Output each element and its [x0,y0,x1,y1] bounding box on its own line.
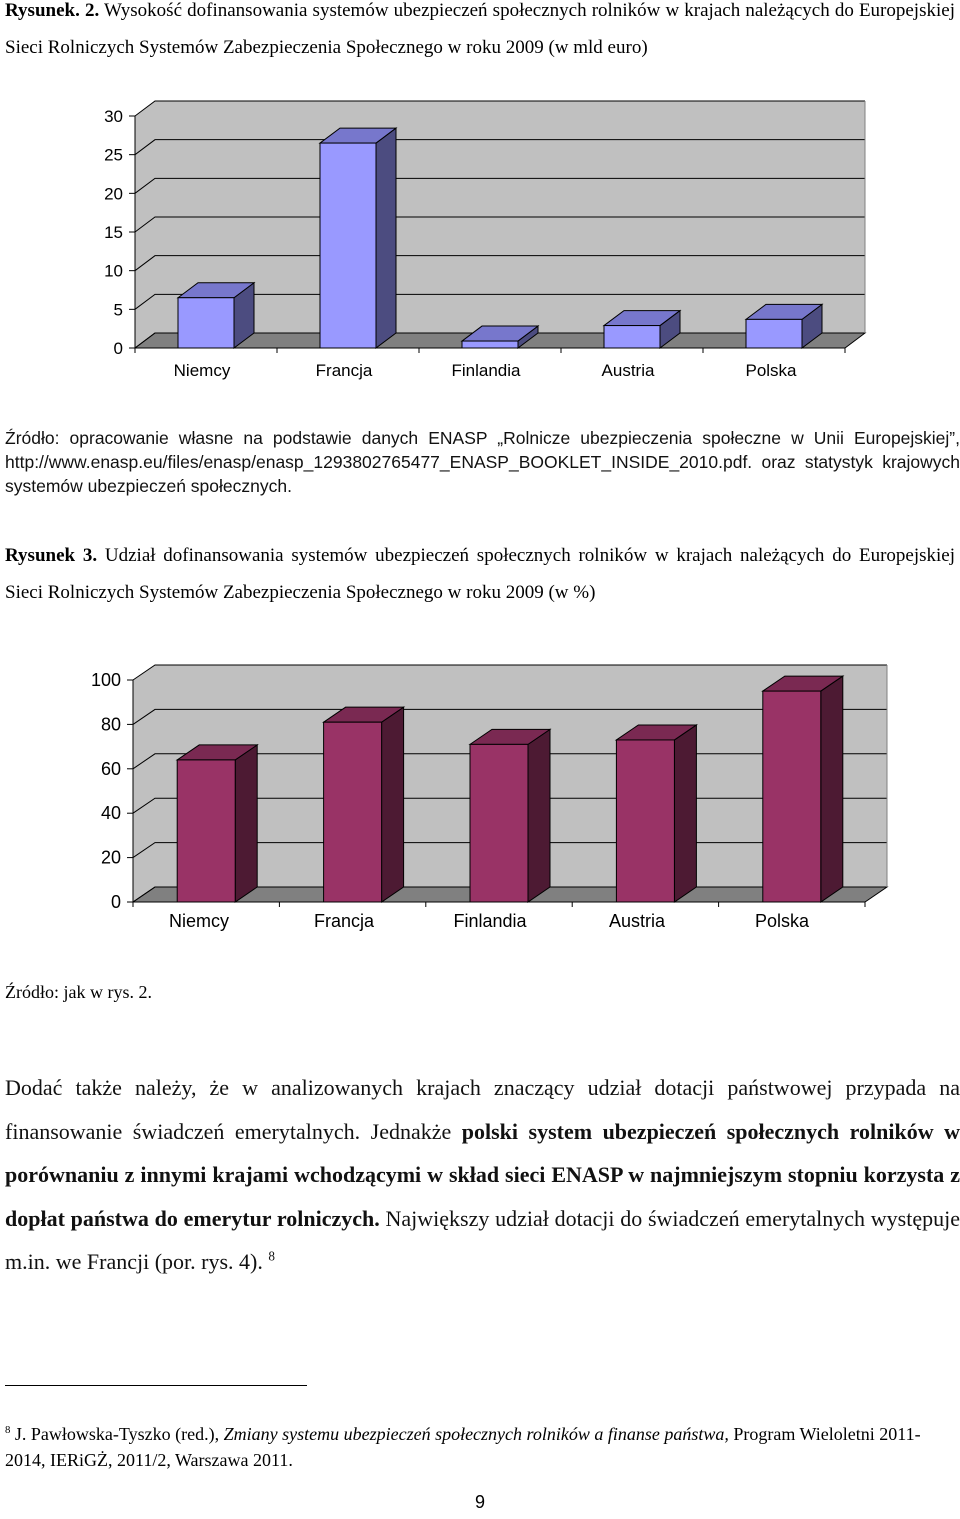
footnote-separator [5,1385,307,1386]
x-tick-label-polska: Polska [745,361,797,380]
bar-polska [763,691,821,902]
footnote-reference[interactable]: 8 [268,1248,275,1264]
x-tick-label-finlandia: Finlandia [453,911,527,931]
x-tick-label-francja: Francja [315,361,373,380]
figure-3-caption-text: Udział dofinansowania systemów ubezpieczeń społecznych rolników w krajach należących do Europejskiej Sieci Rolniczych Systemów Zabezpieczenia Społecznego w roku 2009 (w %) [5,545,955,603]
chart-y-tick-label: 15 [104,223,123,242]
bar-side-austria [674,725,696,902]
bar-side-polska [821,676,843,902]
figure-2-caption [5,0,955,66]
chart-y-tick-label: 5 [113,300,123,320]
body-paragraph [5,1066,960,1284]
footnote-title: Zmiany systemu ubezpieczeń społecznych rolników a finanse państwa, [223,1424,729,1444]
bar-finlandia [462,341,518,348]
chart-y-tick-label: 0 [113,339,123,358]
bar-austria [604,326,660,348]
x-tick-label-finlandia: Finlandia [451,361,521,380]
bar-austria [616,740,674,902]
x-tick-label-austria: Austria [601,361,655,380]
chart-y-tick-label: 30 [104,107,123,126]
figure-3-caption [5,537,955,611]
figure-2-caption-text: Wysokość dofinansowania systemów ubezpieczeń społecznych rolników w krajach należących do Europejskiej Sieci Rolniczych Systemów Zabezpieczenia Społecznego w roku 2009 (w mld euro) [5,0,955,58]
bar-side-francja [376,128,396,348]
chart-y-tick-label: 25 [104,145,123,165]
figure-2-label: Rysunek. 2. [5,0,100,21]
bar-niemcy [177,760,235,902]
bar-polska [746,319,802,348]
footnote-text-after: Program Wieloletni 2011-2014, IERiGŻ, 2011/2, Warszawa 2011. [5,1424,921,1470]
bar-francja [324,722,382,902]
bar-side-finlandia [528,729,550,902]
page-number: 9 [474,1492,485,1512]
footnote-text-before: J. Pawłowska-Tyszko (red.), [10,1424,224,1444]
chart-y-tick-label: 20 [104,184,123,204]
figure-3-source: Źródło: jak w rys. 2. [5,982,152,1002]
figure-2-source: Źródło: opracowanie własne na podstawie danych ENASP „Rolnicze ubezpieczenia społeczne w Unii Europejskiej”, http://www.enasp.eu/files/enasp/enasp_1293802765477_ENASP_BOOKLET_INSIDE_2010.pdf. oraz statystyk krajowych systemów ubezpieczeń społecznych. [5,428,960,496]
figure-3-chart [0,640,960,940]
footnote-number: 8 [5,1424,11,1436]
x-tick-label-niemcy: Niemcy [173,361,231,380]
figure-3-label: Rysunek 3. [5,545,98,566]
x-tick-label-francja: Francja [313,911,375,931]
paragraph-part-1: Dodać także należy, że w analizowanych krajach znaczący udział dotacji państwowej przypada na finansowanie świadczeń emerytalnych. Jednakże [5,1075,960,1144]
chart-y-tick-label: 40 [100,803,121,824]
chart-y-tick-label: 0 [110,892,121,912]
chart-y-tick-label: 80 [100,714,121,735]
figure-2-chart [0,80,960,390]
bar-side-niemcy [235,745,257,902]
bar-francja [320,143,376,348]
paragraph-bold: polski system ubezpieczeń społecznych rolników w porównaniu z innymi krajami wchodzącymi w skład sieci ENASP w najmniejszym stopniu korzysta z dopłat państwa do emerytur rolniczych. [5,1118,960,1231]
chart-y-tick-label: 20 [100,847,121,868]
chart-y-tick-label: 100 [90,670,121,690]
bar-niemcy [178,298,234,348]
bar-finlandia [470,744,528,902]
paragraph-part-2: Największy udział dotacji do świadczeń emerytalnych występuje m.in. we Francji (por. rys. 4). [5,1205,960,1274]
bar-side-francja [382,707,404,902]
chart-y-tick-label: 60 [100,758,121,779]
x-tick-label-austria: Austria [608,911,666,931]
footnote [5,1421,955,1473]
x-tick-label-polska: Polska [754,911,810,931]
chart-y-tick-label: 10 [104,261,123,281]
x-tick-label-niemcy: Niemcy [168,911,230,931]
